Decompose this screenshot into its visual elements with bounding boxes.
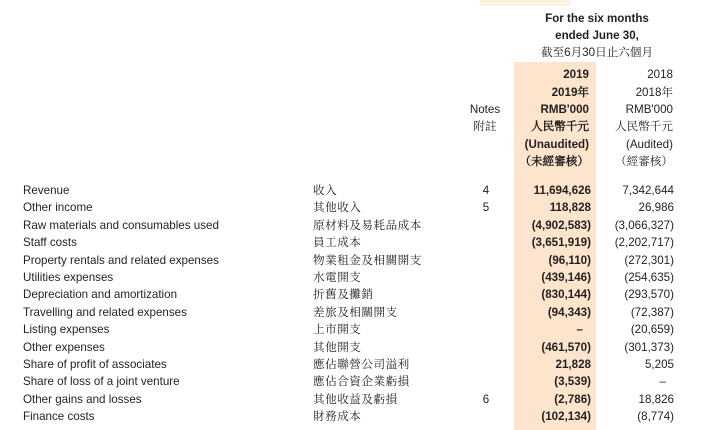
table-row [0,286,704,303]
row-label-zh: 其他收入 [313,201,362,215]
row-value-2018: 18,826 [638,392,674,406]
table-row [0,252,704,269]
row-value-2018: (20,659) [630,323,674,337]
row-value-2018: (254,635) [624,271,674,284]
col-2019-unit-zh: 人民幣千元 [531,120,589,133]
row-label: Share of profit of associates [23,358,167,371]
col-2019-status: (Unaudited) [524,138,589,151]
row-label: Finance costs [23,410,95,424]
row-label: Other expenses [23,340,105,354]
row-value-2018: 7,342,644 [622,184,674,197]
row-value-2019: (3,539) [554,375,591,389]
table-row [0,234,704,251]
table-row [0,217,704,234]
col-2018-year-zh: 2018年 [635,86,673,99]
row-label-zh: 員工成本 [313,236,362,250]
table-row [0,356,704,373]
row-label-zh: 物業租金及相關開支 [313,253,422,267]
row-value-2018: (72,387) [630,305,674,319]
period-heading-line1: For the six months [545,12,649,25]
row-label-zh: 差旅及相關開支 [313,305,398,319]
row-label: Raw materials and consumables used [23,218,219,232]
row-label: Utilities expenses [23,271,114,284]
top-highlight [480,0,570,6]
table-row [0,304,704,321]
row-value-2019: (96,110) [548,253,591,267]
col-2018-year: 2018 [647,68,673,81]
row-label: Travelling and related expenses [23,305,187,319]
col-2019-year: 2019 [563,68,589,81]
row-label-zh: 水電開支 [313,271,362,284]
row-note: 4 [482,184,490,197]
row-value-2019: (94,343) [547,305,591,319]
row-value-2019: (102,134) [541,410,591,424]
row-value-2018: (2,202,717) [614,236,674,250]
row-value-2018: 26,986 [638,201,674,215]
row-value-2018: (293,570) [624,288,674,302]
col-2018-status: (Audited) [625,138,673,151]
row-note: 5 [482,201,490,215]
row-label: Staff costs [23,236,77,250]
col-2018-unit-zh: 人民幣千元 [615,120,673,133]
notes-header-zh: 附註 [473,120,497,133]
table-row [0,408,704,425]
row-label: Share of loss of a joint venture [23,375,180,389]
row-label-zh: 應佔聯營公司溢利 [313,358,410,371]
row-value-2019: (4,902,583) [531,218,591,232]
row-value-2019: (439,146) [541,271,591,284]
col-2018-unit: RMB'000 [625,103,673,116]
table-row [0,321,704,338]
col-2019-year-zh: 2019年 [551,86,589,99]
row-value-2019: (2,786) [554,392,591,406]
col-2019-status-zh: （未經審核） [519,155,589,168]
row-label-zh: 收入 [313,184,338,197]
row-value-2019: – [576,323,583,337]
col-2018-status-zh: （經審核） [615,155,673,168]
row-note: 6 [482,392,490,406]
row-value-2018: (272,301) [624,253,674,267]
row-value-2019: (830,144) [541,288,591,302]
row-value-2019: (461,570) [541,340,591,354]
row-value-2018: – [659,375,666,389]
row-value-2019: (3,651,919) [531,236,591,250]
row-value-2018: 5,205 [644,358,674,371]
row-label: Depreciation and amortization [23,288,178,302]
notes-header: Notes [469,103,501,116]
row-label-zh: 其他開支 [313,340,362,354]
table-row [0,373,704,390]
row-label-zh: 其他收益及虧損 [313,392,398,406]
row-value-2019: 118,828 [549,201,591,215]
period-heading-line2: ended June 30, [555,29,639,42]
row-label-zh: 應佔合資企業虧損 [313,375,410,389]
row-label: Listing expenses [23,323,110,337]
row-label: Property rentals and related expenses [23,253,219,267]
table-row [0,391,704,408]
row-value-2018: (8,774) [637,410,674,424]
table-row [0,269,704,286]
row-value-2019: 21,828 [555,358,591,371]
row-value-2018: (3,066,327) [614,218,674,232]
table-row [0,199,704,216]
table-row [0,339,704,356]
row-label: Other income [23,201,93,215]
row-label: Revenue [23,184,70,197]
row-label-zh: 財務成本 [313,410,362,424]
row-value-2019: 11,694,626 [533,184,591,197]
row-label-zh: 原材料及易耗品成本 [313,218,422,232]
period-heading-zh: 截至6月30日止六個月 [540,46,654,59]
table-row [0,182,704,199]
col-2019-unit: RMB'000 [540,103,589,116]
row-label: Other gains and losses [23,392,142,406]
row-label-zh: 上市開支 [313,323,362,337]
row-label-zh: 折舊及攤銷 [313,288,374,302]
row-value-2018: (301,373) [624,340,674,354]
